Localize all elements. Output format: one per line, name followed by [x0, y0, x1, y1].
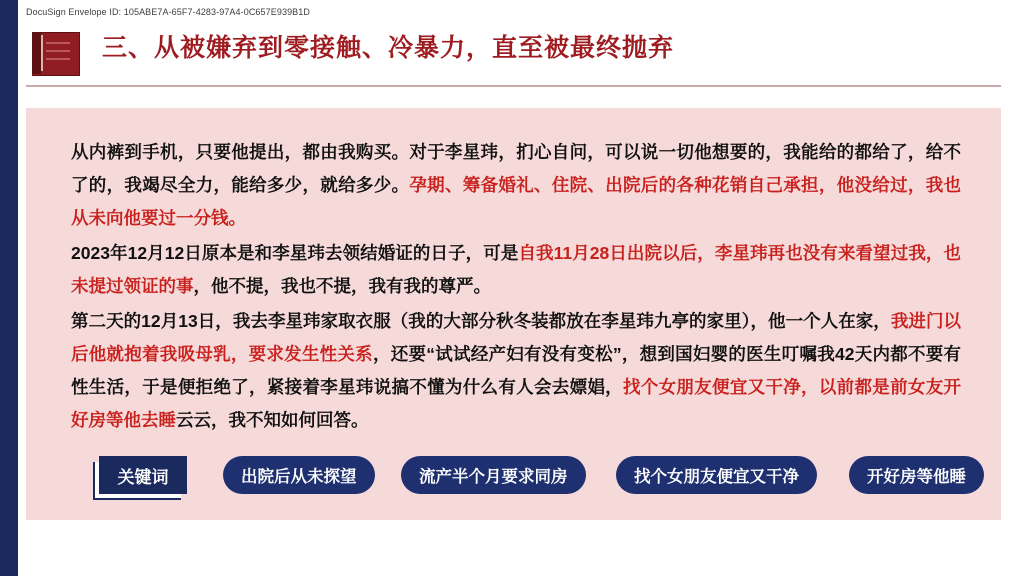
- docusign-envelope-id: DocuSign Envelope ID: 105ABE7A-65F7-4283-97A4-0C657E939B1D: [26, 7, 310, 17]
- plain-text: ，他不提，我也不提，我有我的尊严。: [193, 276, 491, 296]
- keyword-pill-4[interactable]: 开好房等他睡: [849, 456, 984, 494]
- plain-text: 云云，我不知如何回答。: [176, 410, 369, 430]
- book-icon: [26, 32, 84, 74]
- body-text: [71, 136, 961, 439]
- plain-text: 第二天的12月13日，我去李星玮家取衣服（我的大部分秋冬装都放在李星玮九亭的家里），他一个人在家，: [71, 311, 891, 331]
- keyword-pill-2[interactable]: 流产半个月要求同房: [401, 456, 586, 494]
- slide-header: [26, 28, 1001, 84]
- plain-text: 2023年12月12日原本是和李星玮去领结婚证的日子，可是: [71, 243, 519, 263]
- keyword-pill-1[interactable]: 出院后从未探望: [223, 456, 375, 494]
- keyword-label: 关键词: [99, 456, 187, 494]
- body-paragraph: [71, 136, 961, 235]
- body-paragraph: [71, 237, 961, 303]
- keyword-pill-3[interactable]: 找个女朋友便宜又干净: [616, 456, 817, 494]
- content-panel: [26, 108, 1001, 520]
- highlighted-text: 孕期、筹备婚礼、住院、出院后的各种花销自己承担，他没给过，我也从未向他要过一分钱。: [71, 175, 962, 228]
- page-title: 三、从被嫌弃到零接触、冷暴力，直至被最终抛弃: [102, 34, 675, 62]
- header-divider: [26, 85, 1001, 87]
- highlighted-text: 我进门以后他就抱着我吸母乳，要求发生性关系: [71, 311, 961, 364]
- body-paragraph: [71, 305, 961, 437]
- highlighted-text: 找个女朋友便宜又干净，以前都是前女友开好房等他去睡: [71, 377, 962, 430]
- left-accent-band: [0, 0, 18, 576]
- highlighted-text: 自我11月28日出院以后，李星玮再也没有来看望过我，也未提过领证的事: [71, 243, 961, 296]
- plain-text: ，还要“试试经产妇有没有变松”，想到国妇婴的医生叮嘱我42天内都不要有性生活，于是便拒绝了，紧接着李星玮说搞不懂为什么有人会去嫖娼，: [71, 344, 962, 397]
- keyword-row: [71, 456, 971, 494]
- plain-text: 从内裤到手机，只要他提出，都由我购买。对于李星玮，扪心自问，可以说一切他想要的，我能给的都给了，给不了的，我竭尽全力，能给多少，就给多少。: [71, 142, 961, 195]
